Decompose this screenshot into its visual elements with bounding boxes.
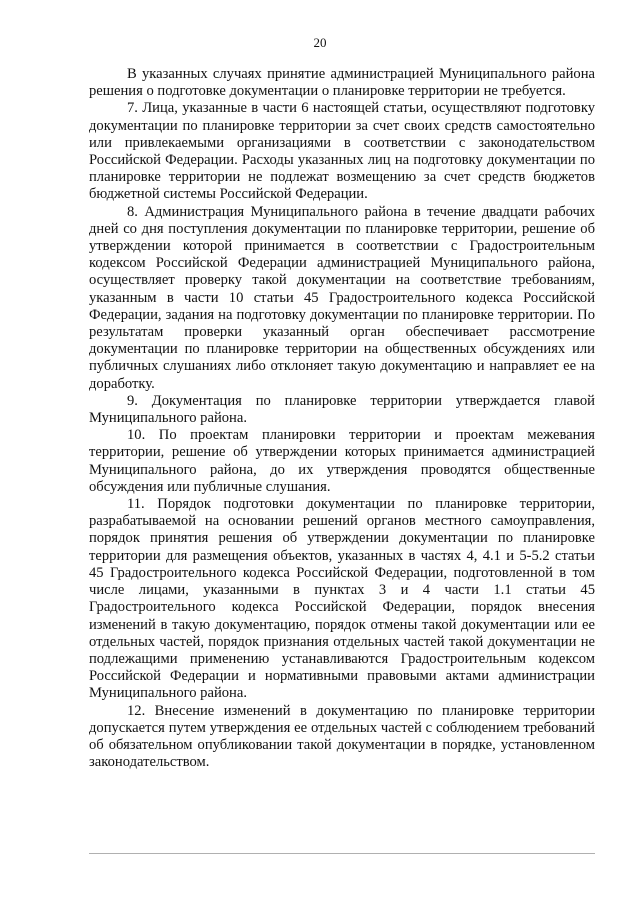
paragraph-10: 10. По проектам планировки территории и проектам межевания территории, решение об утверждении которых принимается администрацией Муниципального района, до их утверждения проводятся общественные обсуждения или публичные слушания. — [89, 427, 595, 495]
paragraph-9: 9. Документация по планировке территории утверждается главой Муниципального района. — [89, 392, 595, 427]
page-number: 20 — [313, 35, 327, 50]
paragraph-7: 7. Лица, указанные в части 6 настоящей статьи, осуществляют подготовку документации по планировке территории за счет своих средств самостоятельно или привлекаемыми организациями в соответствии с законодательством Российской Федерации. Расходы указанных лиц на подготовку документации по планировке территории не подлежат возмещению за счет средств бюджетов бюджетной системы Российской Федерации. — [89, 100, 595, 203]
paragraph-intro: В указанных случаях принятие администрацией Муниципального района решения о подготовке документации о планировке территории не требуется. — [89, 66, 595, 100]
paragraph-8: 8. Администрация Муниципального района в течение двадцати рабочих дней со дня поступления документации по планировке территории, решение об утверждении которой принимается в соответствии с Градостроительным кодексом Российской Федерации администрацией Муниципального района, осуществляет проверку такой документации на соответствие требованиям, указанным в части 10 статьи 45 Градостроительного кодекса Российской Федерации, задания на подготовку документации по планировке территории. По результатам проверки указанный орган обеспечивает рассмотрение документации по планировке территории на общественных обсуждениях или публичных слушаниях либо отклоняет такую документацию и направляет ее на доработку. — [89, 203, 595, 392]
footer-divider — [89, 853, 595, 854]
document-body — [89, 66, 595, 771]
paragraph-11: 11. Порядок подготовки документации по планировке территории, разрабатываемой на основании решений органов местного самоуправления, порядок принятия решения об утверждении документации по планировке территории для размещения объектов, указанных в частях 4, 4.1 и 5-5.2 статьи 45 Градостроительного кодекса Российской Федерации, подготовленной в том числе лицами, указанными в пунктах 3 и 4 части 1.1 статьи 45 Градостроительного кодекса Российской Федерации, порядок внесения изменений в такую документацию, порядок отмены такой документации или ее отдельных частей, порядок признания отдельных частей такой документации не подлежащими применению устанавливаются Градостроительным кодексом Российской Федерации и нормативными правовыми актами администрации Муниципального района. — [89, 496, 595, 702]
paragraph-12: 12. Внесение изменений в документацию по планировке территории допускается путем утверждения ее отдельных частей с соблюдением требований об обязательном опубликовании такой документации в порядке, установленном законодательством. — [89, 702, 595, 771]
